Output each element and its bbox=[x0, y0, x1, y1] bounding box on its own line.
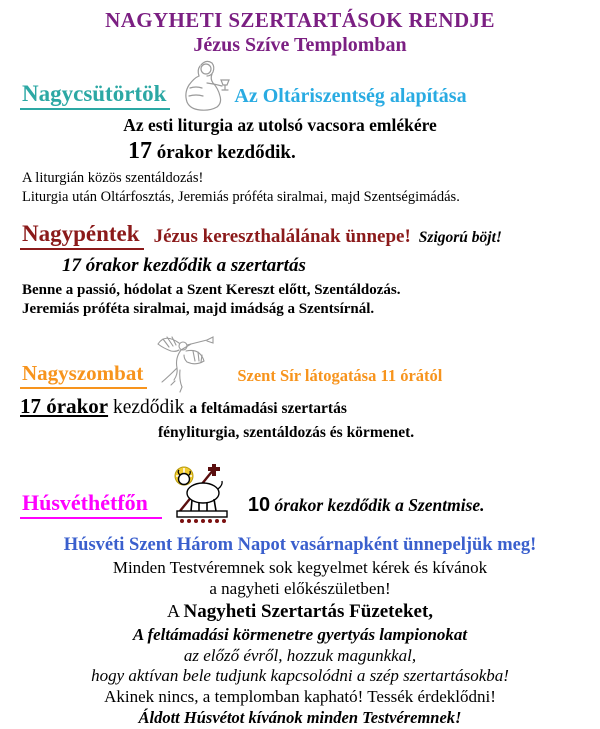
last-supper-icon bbox=[176, 76, 240, 110]
section-good-friday-heading-row bbox=[16, 218, 584, 250]
thursday-note1: A liturgián közös szentáldozás! bbox=[22, 170, 204, 186]
saturday-time-rest: a feltámadási szertartás bbox=[189, 400, 347, 417]
subtitle-holy-saturday: Szent Sír látogatása 11 órától bbox=[237, 366, 443, 385]
saturday-time-bold: 17 órakor bbox=[20, 394, 109, 418]
footer-block bbox=[16, 533, 584, 729]
thursday-time-number: 17 bbox=[128, 138, 152, 164]
section-easter-monday-heading-row bbox=[16, 487, 584, 519]
footer-lantern-line: A feltámadási körmenetre gyertyás lampionokat bbox=[132, 625, 468, 644]
monday-time-text: órakor kezdődik a Szentmise. bbox=[270, 495, 485, 515]
footer-availability-line: Akinek nincs, a templomban kapható! Tessék érdeklődni! bbox=[104, 687, 496, 706]
footer-blessing-line: Áldott Húsvétot kívánok minden Testvéremnek! bbox=[138, 708, 462, 727]
thursday-time-line bbox=[128, 138, 584, 167]
subtitle-good-friday: Jézus kereszthalálának ünnepe! bbox=[153, 226, 411, 247]
saturday-time-mid: kezdődik bbox=[108, 397, 190, 418]
friday-note2: Jeremiás próféta siralmai, majd imádság a Szentsírnál. bbox=[22, 301, 375, 317]
heading-easter-monday: Húsvéthétfőn bbox=[20, 490, 162, 519]
thursday-note2: Liturgia után Oltárfosztás, Jeremiás próféta siralmai, majd Szentségimádás. bbox=[22, 188, 460, 205]
friday-note1: Benne a passió, hódolat a Szent Kereszt előtt, Szentáldozás. bbox=[22, 282, 401, 298]
subtitle-maundy-thursday: Az Oltáriszentség alapítása bbox=[234, 85, 467, 107]
section-maundy-thursday-heading-row bbox=[16, 70, 584, 110]
monday-time-line bbox=[248, 494, 485, 519]
footer-wish-line2: a nagyheti előkészületben! bbox=[209, 579, 391, 598]
monday-time-number: 10 bbox=[247, 494, 271, 516]
saturday-time-line bbox=[20, 393, 584, 422]
heading-good-friday: Nagypéntek bbox=[20, 221, 144, 250]
footer-lantern-line2: az előző évről, hozzuk magunkkal, bbox=[183, 646, 417, 665]
saturday-note1: fényliturgia, szentáldozás és körmenet. bbox=[158, 424, 415, 441]
thursday-line1: Az esti liturgia az utolsó vacsora emlékére bbox=[123, 115, 437, 135]
page-subtitle: Jézus Szíve Templomban bbox=[193, 34, 407, 56]
heading-holy-saturday: Nagyszombat bbox=[20, 361, 147, 389]
section-holy-saturday-heading-row bbox=[16, 359, 584, 389]
footer-lantern-line3: hogy aktívan bele tudjunk kapcsolódni a szép szertartásokba! bbox=[91, 666, 509, 685]
trumpet-angel-icon bbox=[151, 363, 217, 389]
lamb-of-god-icon bbox=[170, 491, 234, 519]
footer-triduum-line: Húsvéti Szent Három Napot vasárnapként ünnepeljük meg! bbox=[63, 535, 537, 555]
footer-booklet-bold: Nagyheti Szertartás Füzeteket, bbox=[183, 601, 434, 622]
friday-time-line: 17 órakor kezdődik a szertartás bbox=[62, 255, 306, 276]
heading-maundy-thursday: Nagycsütörtök bbox=[20, 81, 170, 110]
footer-wish-line1: Minden Testvéremnek sok kegyelmet kérek és kívánok bbox=[112, 558, 488, 577]
friday-fast-note: Szigorú böjt! bbox=[418, 229, 502, 246]
footer-booklet-line bbox=[16, 599, 584, 624]
page-title: NAGYHETI SZERTARTÁSOK RENDJE bbox=[105, 8, 495, 32]
footer-booklet-prefix: A bbox=[166, 601, 184, 621]
thursday-time-text: órakor kezdődik. bbox=[152, 142, 296, 163]
